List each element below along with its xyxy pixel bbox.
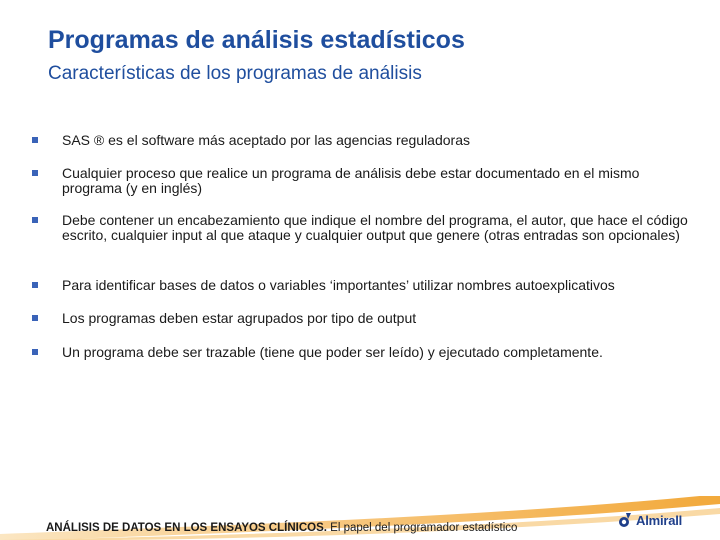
bullet-text: Para identificar bases de datos o variables ‘importantes’ utilizar nombres autoexplicativos: [62, 277, 615, 293]
bullet-marker-icon: [32, 217, 38, 223]
bullet-marker-icon: [32, 137, 38, 143]
bullet-text: Cualquier proceso que realice un programa de análisis debe estar documentado en el mismo programa (y en inglés): [62, 165, 640, 196]
footer-caption: [46, 522, 517, 534]
bullet-text: Los programas deben estar agrupados por tipo de output: [62, 310, 417, 326]
page-title: Programas de análisis estadísticos: [48, 26, 465, 54]
footer-caption-rest: El papel del programador estadístico: [326, 522, 518, 534]
almirall-logo-icon: [618, 512, 634, 528]
page-subtitle: Características de los programas de análisis: [48, 63, 422, 84]
almirall-logo: [618, 509, 682, 531]
bullet-marker-icon: [32, 349, 38, 355]
almirall-logo-text: Almirall: [636, 512, 683, 528]
bullet-marker-icon: [32, 315, 38, 321]
bullet-text: Un programa debe ser trazable (tiene que poder ser leído) y ejecutado completamente.: [62, 344, 603, 360]
bullet-text: Debe contener un encabezamiento que indique el nombre del programa, el autor, que hace el código escrito, cualquier input al que ataque y cualquier output que genere (otras entradas son opcionales): [62, 212, 688, 243]
bullet-marker-icon: [32, 282, 38, 288]
bullet-marker-icon: [32, 170, 38, 176]
footer-caption-bold: ANÁLISIS DE DATOS EN LOS ENSAYOS CLÍNICOS.: [46, 522, 327, 534]
bullet-text: SAS ® es el software más aceptado por las agencias reguladoras: [62, 132, 470, 148]
